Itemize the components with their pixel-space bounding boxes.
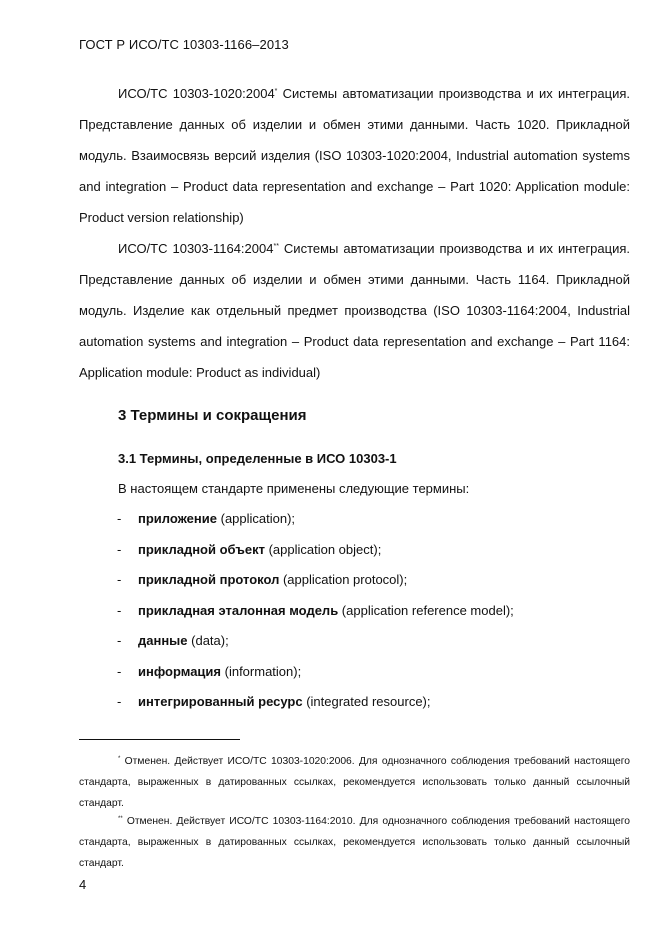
footnote-text: Отменен. Действует ИСО/ТС 10303-1020:2006. Для однозначного соблюдения требований настоящего стандарта, выраженных в датированных ссылках, рекомендуется использовать только данный ссылочный стандарт. bbox=[79, 756, 630, 809]
term-gloss: (application reference model); bbox=[338, 602, 514, 618]
footnote-text: Отменен. Действует ИСО/ТС 10303-1164:2010. Для однозначного соблюдения требований настоящего стандарта, выраженных в датированных ссылках, рекомендуется использовать только данный ссылочный стандарт. bbox=[79, 816, 630, 869]
subsection-heading: 3.1 Термины, определенные в ИСО 10303-1 bbox=[118, 451, 397, 466]
term-gloss: (application protocol); bbox=[279, 572, 408, 587]
dash-bullet: - bbox=[117, 511, 122, 526]
term: данные bbox=[138, 633, 188, 648]
list-item bbox=[79, 504, 639, 535]
list-item bbox=[79, 657, 639, 688]
intro-text: В настоящем стандарте применены следующие термины: bbox=[118, 481, 470, 496]
dash-bullet: - bbox=[117, 572, 122, 587]
term: прикладной объект bbox=[138, 541, 265, 557]
reference-text: Системы автоматизации производства и их интеграция. Представление данных об изделии и обмен этими данными. Часть 1020. Прикладной модуль. Взаимосвязь версий изделия (ISO 10303-1020:2004, Industrial automation systems and integration – Product data representation and exchange – Part 1020: Application module: Product version relationship) bbox=[79, 86, 630, 225]
list-item bbox=[79, 535, 639, 566]
term-gloss: (data); bbox=[187, 633, 229, 648]
page-number: 4 bbox=[79, 877, 87, 892]
footnote bbox=[79, 751, 630, 814]
term-gloss: (information); bbox=[221, 663, 302, 679]
term: информация bbox=[138, 663, 222, 679]
term: прикладной протокол bbox=[138, 572, 280, 587]
list-item bbox=[79, 626, 639, 657]
list-item bbox=[79, 687, 639, 718]
dash-bullet: - bbox=[117, 633, 122, 648]
footnote-mark: * bbox=[118, 756, 121, 762]
reference-text: Системы автоматизации производства и их интеграция. Представление данных об изделии и обмен этими данными. Часть 1164. Прикладной модуль. Изделие как отдельный предмет производства (ISO 10303-1164:2004, Industrial automation systems and integration – Product data representation and exchange – Part 1164: Application module: Product as individual) bbox=[79, 241, 631, 380]
terms-list bbox=[79, 504, 639, 718]
footnote-mark[interactable]: ** bbox=[273, 243, 279, 250]
term: приложение bbox=[138, 511, 217, 526]
document-header: ГОСТ Р ИСО/ТС 10303-1166–2013 bbox=[79, 37, 289, 52]
section-heading: 3 Термины и сокращения bbox=[118, 407, 307, 424]
term: прикладная эталонная модель bbox=[138, 602, 339, 618]
reference-item bbox=[79, 233, 630, 388]
footnote-mark[interactable]: * bbox=[274, 88, 278, 95]
term-gloss: (application object); bbox=[264, 541, 382, 557]
term: интегрированный ресурс bbox=[138, 694, 303, 709]
normative-references bbox=[79, 78, 630, 388]
footnote-separator bbox=[79, 739, 240, 740]
term-gloss: (application); bbox=[217, 511, 296, 526]
reference-code: ИСО/ТС 10303-1164:2004 bbox=[118, 241, 274, 256]
dash-bullet: - bbox=[117, 602, 122, 618]
dash-bullet: - bbox=[117, 541, 122, 557]
footnote-mark: ** bbox=[118, 816, 123, 822]
list-item bbox=[79, 596, 639, 627]
dash-bullet: - bbox=[117, 694, 122, 709]
dash-bullet: - bbox=[117, 663, 122, 679]
list-item bbox=[79, 565, 639, 596]
footnote bbox=[79, 811, 630, 874]
term-gloss: (integrated resource); bbox=[302, 694, 431, 709]
reference-code: ИСО/ТС 10303-1020:2004 bbox=[118, 86, 275, 101]
reference-item bbox=[79, 78, 630, 233]
